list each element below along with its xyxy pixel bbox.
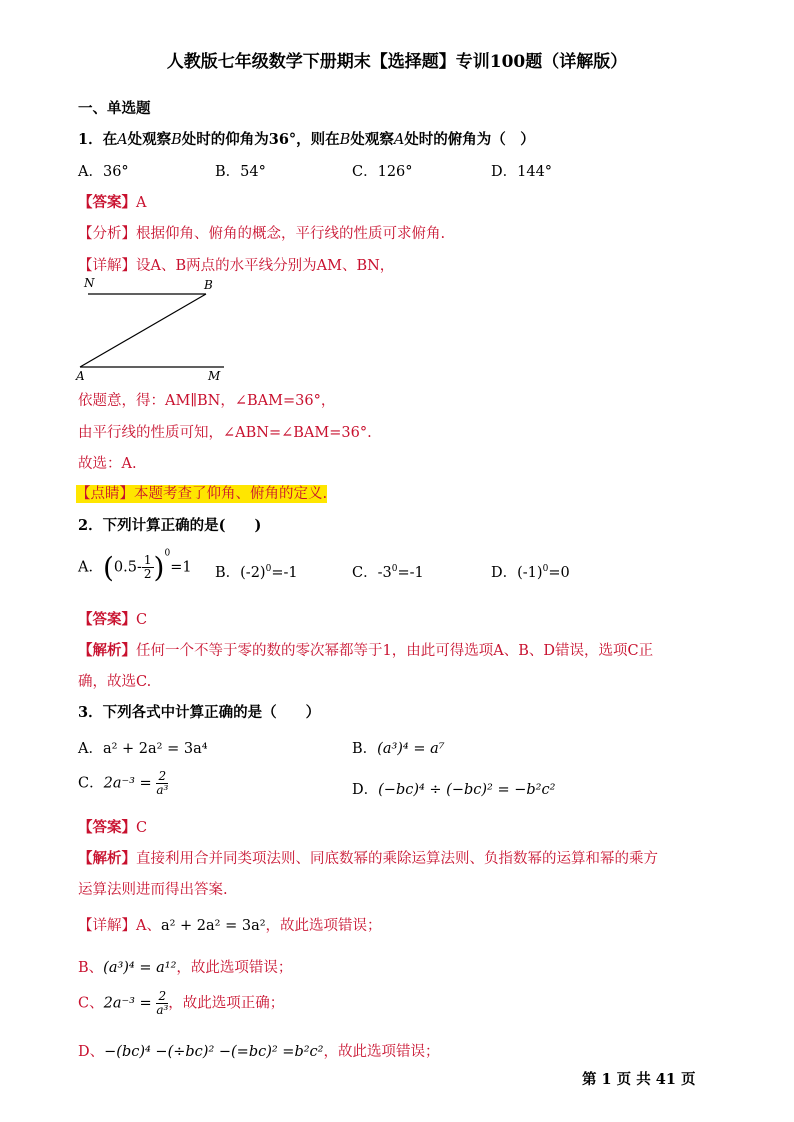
page-title: 人教版七年级数学下册期末【选择题】专训100题（详解版）	[166, 52, 628, 72]
page-number: 第 1 页 共 41 页	[582, 1071, 696, 1088]
q1-line-3: 故选：A.	[78, 456, 137, 472]
section-heading: 一、单选题	[78, 100, 151, 117]
q1-stem: 1．在A处观察B处时的仰角为36°，则在B处观察A处时的俯角为（ ）	[78, 131, 535, 148]
q2-option-c: C．$-3^0=-1$	[352, 564, 424, 581]
q2-option-b: B．$(-2)^0=-1$	[215, 564, 298, 581]
q1-option-b: B．54°	[215, 164, 266, 180]
q3-explanation-1: 【解析】直接利用合并同类项法则、同底数幂的乘除运算法则、负指数幂的运算和幂的乘方	[78, 850, 658, 867]
q2-stem: 2．下列计算正确的是( )	[78, 517, 262, 534]
q2-explanation-1: 【解析】任何一个不等于零的数的零次幂都等于1，由此可得选项A、B、D错误，选项C正	[78, 642, 654, 659]
q1-line-1: 依题意，得：AM∥BN，∠BAM=36°，	[78, 393, 336, 409]
label-b: B	[204, 278, 213, 292]
q3-option-b: B．(a³)⁴ = a⁷	[352, 741, 445, 757]
line-ab	[80, 294, 206, 367]
label-n: N	[84, 276, 95, 290]
q1-detail: 【详解】设A、B两点的水平线分别为AM、BN，	[78, 258, 395, 274]
q3-detail-a: 【详解】A、a² + 2a² = 3a²，故此选项错误；	[78, 918, 382, 934]
q3-option-a: A．a² + 2a² = 3a⁴	[78, 741, 208, 757]
q3-detail-c: C、2a⁻³ = $\frac{2}{\text{a³}}$ ，故此选项正确；	[78, 989, 285, 1017]
q1-answer: 【答案】A	[78, 194, 147, 211]
q3-detail-d: D、−(bc)⁴ −(÷bc)² −(=bc)² =b²c²，故此选项错误；	[78, 1044, 440, 1060]
label-m: M	[208, 369, 221, 383]
q1-option-d: D．144°	[491, 164, 553, 180]
q3-option-c: C．2a⁻³ = $\frac{2}{\text{a³}}$	[78, 769, 169, 797]
q3-explanation-2: 运算法则进而得出答案.	[78, 882, 228, 898]
q3-answer: 【答案】C	[78, 819, 148, 836]
q3-detail-b: B、(a³)⁴ = a¹²，故此选项错误；	[78, 960, 293, 976]
q1-option-c: C．126°	[352, 164, 413, 180]
q1-analysis: 【分析】根据仰角、俯角的概念，平行线的性质可求俯角.	[78, 226, 446, 242]
q3-stem: 3．下列各式中计算正确的是（ ）	[78, 704, 321, 721]
label-a: A	[76, 369, 85, 383]
q2-explanation-2: 确，故选C.	[78, 674, 152, 690]
q1-comment: 【点睛】本题考查了仰角、俯角的定义.	[76, 486, 328, 502]
q2-option-d: D．$(-1)^0=0$	[491, 564, 570, 581]
q1-line-2: 由平行线的性质可知，∠ABN=∠BAM=36°.	[78, 425, 372, 441]
q2-option-a: A．(0.5- $\frac{1}{2}$ )$^0$=1	[78, 548, 192, 584]
q2-answer: 【答案】C	[78, 611, 148, 628]
q1-option-a: A．36°	[78, 164, 129, 180]
angle-figure	[74, 274, 234, 386]
q3-option-d: D．(−bc)⁴ ÷ (−bc)² = −b²c²	[352, 782, 556, 798]
